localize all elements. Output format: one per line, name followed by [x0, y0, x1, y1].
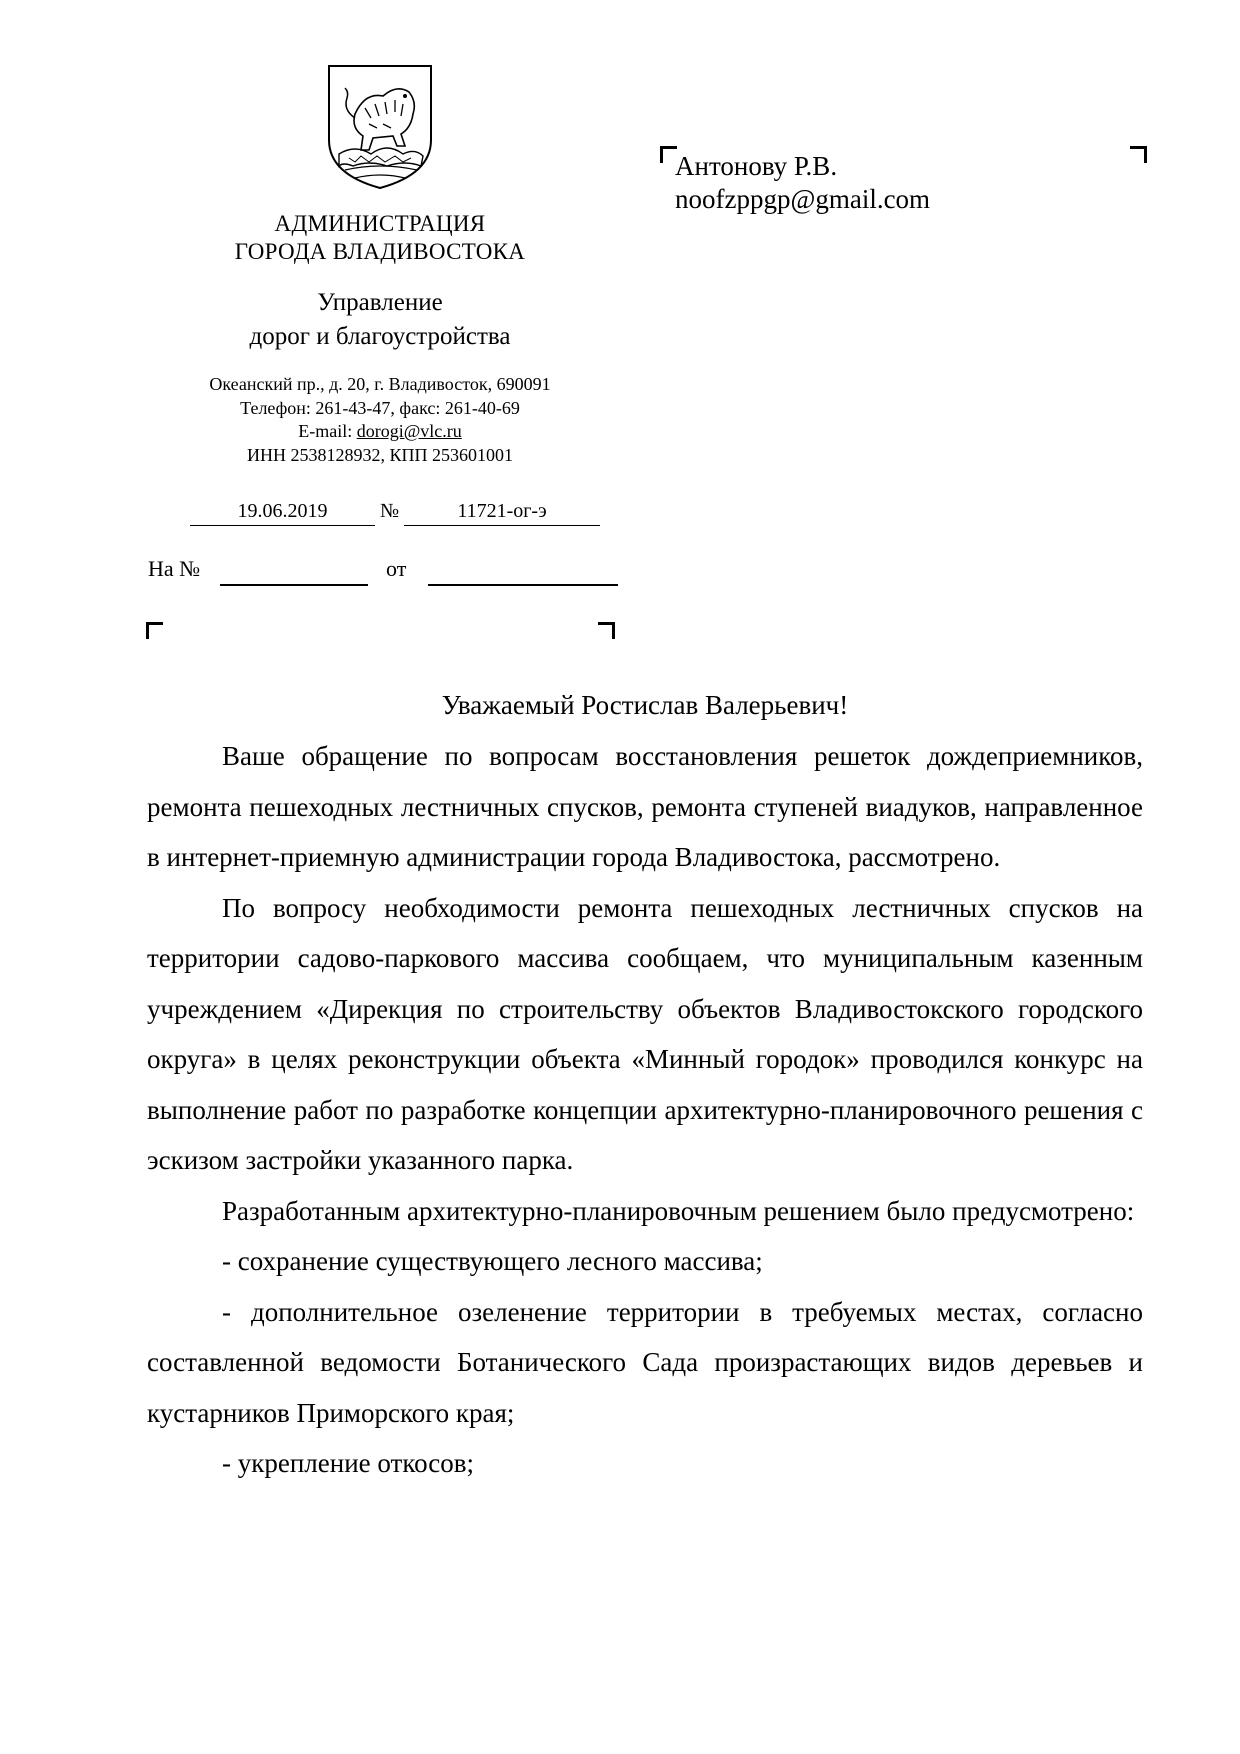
inn-line: ИНН 2538128932, КПП 253601001: [246, 444, 513, 465]
addressee-corner-mark-right: [1130, 146, 1147, 163]
addressee-name: Антонову Р.В.: [675, 151, 838, 181]
body-paragraph: Разработанным архитектурно-планировочным решением было предусмотрено:: [222, 1195, 1135, 1226]
organization-name-line1: АДМИНИСТРАЦИЯ: [274, 211, 486, 236]
email-line: [130, 420, 630, 444]
phone-line: Телефон: 261-43-47, факс: 261-40-69: [240, 397, 520, 418]
email-label: E-mail:: [298, 421, 357, 441]
body-paragraph: Ваше обращение по вопросам восстановления решеток дождеприемников, ремонта пешеходных лестничных спусков, ремонта ступеней виадуков, направленное в интернет-приемную администрации города Владивостока, рассмотрено.: [147, 741, 1143, 872]
reference-number-blank: [220, 584, 368, 586]
body-list-item: - сохранение существующего лесного массива;: [222, 1246, 763, 1276]
reference-number-label: На №: [148, 556, 201, 581]
registration-line: [190, 500, 610, 526]
organization-name: [130, 210, 630, 266]
registration-number: 11721-ог-э: [404, 500, 600, 526]
department-name-line2: дорог и благоустройства: [249, 323, 511, 350]
letter-body: [147, 731, 1143, 1489]
organization-name-line2: ГОРОДА ВЛАДИВОСТОКА: [234, 239, 526, 264]
body-paragraph: По вопросу необходимости ремонта пешеходных лестничных спусков на территории садово-паркового массива сообщаем, что муниципальным казенным учреждением «Дирекция по строительству объектов Владивостокского городского округа» в целях реконструкции объекта «Минный городок» проводился конкурс на выполнение работ по разработке концепции архитектурно-планировочного решения с эскизом застройки указанного парка.: [147, 892, 1143, 1175]
email-link[interactable]: dorogi@vlc.ru: [356, 421, 462, 441]
greeting: Уважаемый Ростислав Валерьевич!: [441, 690, 849, 720]
reference-date-blank: [428, 584, 618, 586]
addressee-email: noofzppgp@gmail.com: [675, 184, 931, 214]
reference-from-label: от: [386, 556, 407, 581]
coat-of-arms-emblem: [325, 62, 435, 192]
registration-date: 19.06.2019: [190, 500, 375, 526]
address-line: Океанский пр., д. 20, г. Владивосток, 690091: [209, 374, 551, 394]
department-name: [130, 286, 630, 354]
subject-corner-mark-left: [146, 622, 163, 639]
subject-corner-mark-right: [598, 622, 615, 639]
body-list-item: - дополнительное озеленение территории в требуемых местах, согласно составленной ведомости Ботанического Сада произрастающих видов деревьев и кустарников Приморского края;: [147, 1296, 1143, 1428]
contact-block: [130, 373, 630, 467]
number-sign: №: [380, 500, 400, 522]
addressee-block: [675, 150, 930, 216]
department-name-line1: Управление: [317, 289, 443, 316]
body-list-item: - укрепление откосов;: [222, 1448, 474, 1478]
